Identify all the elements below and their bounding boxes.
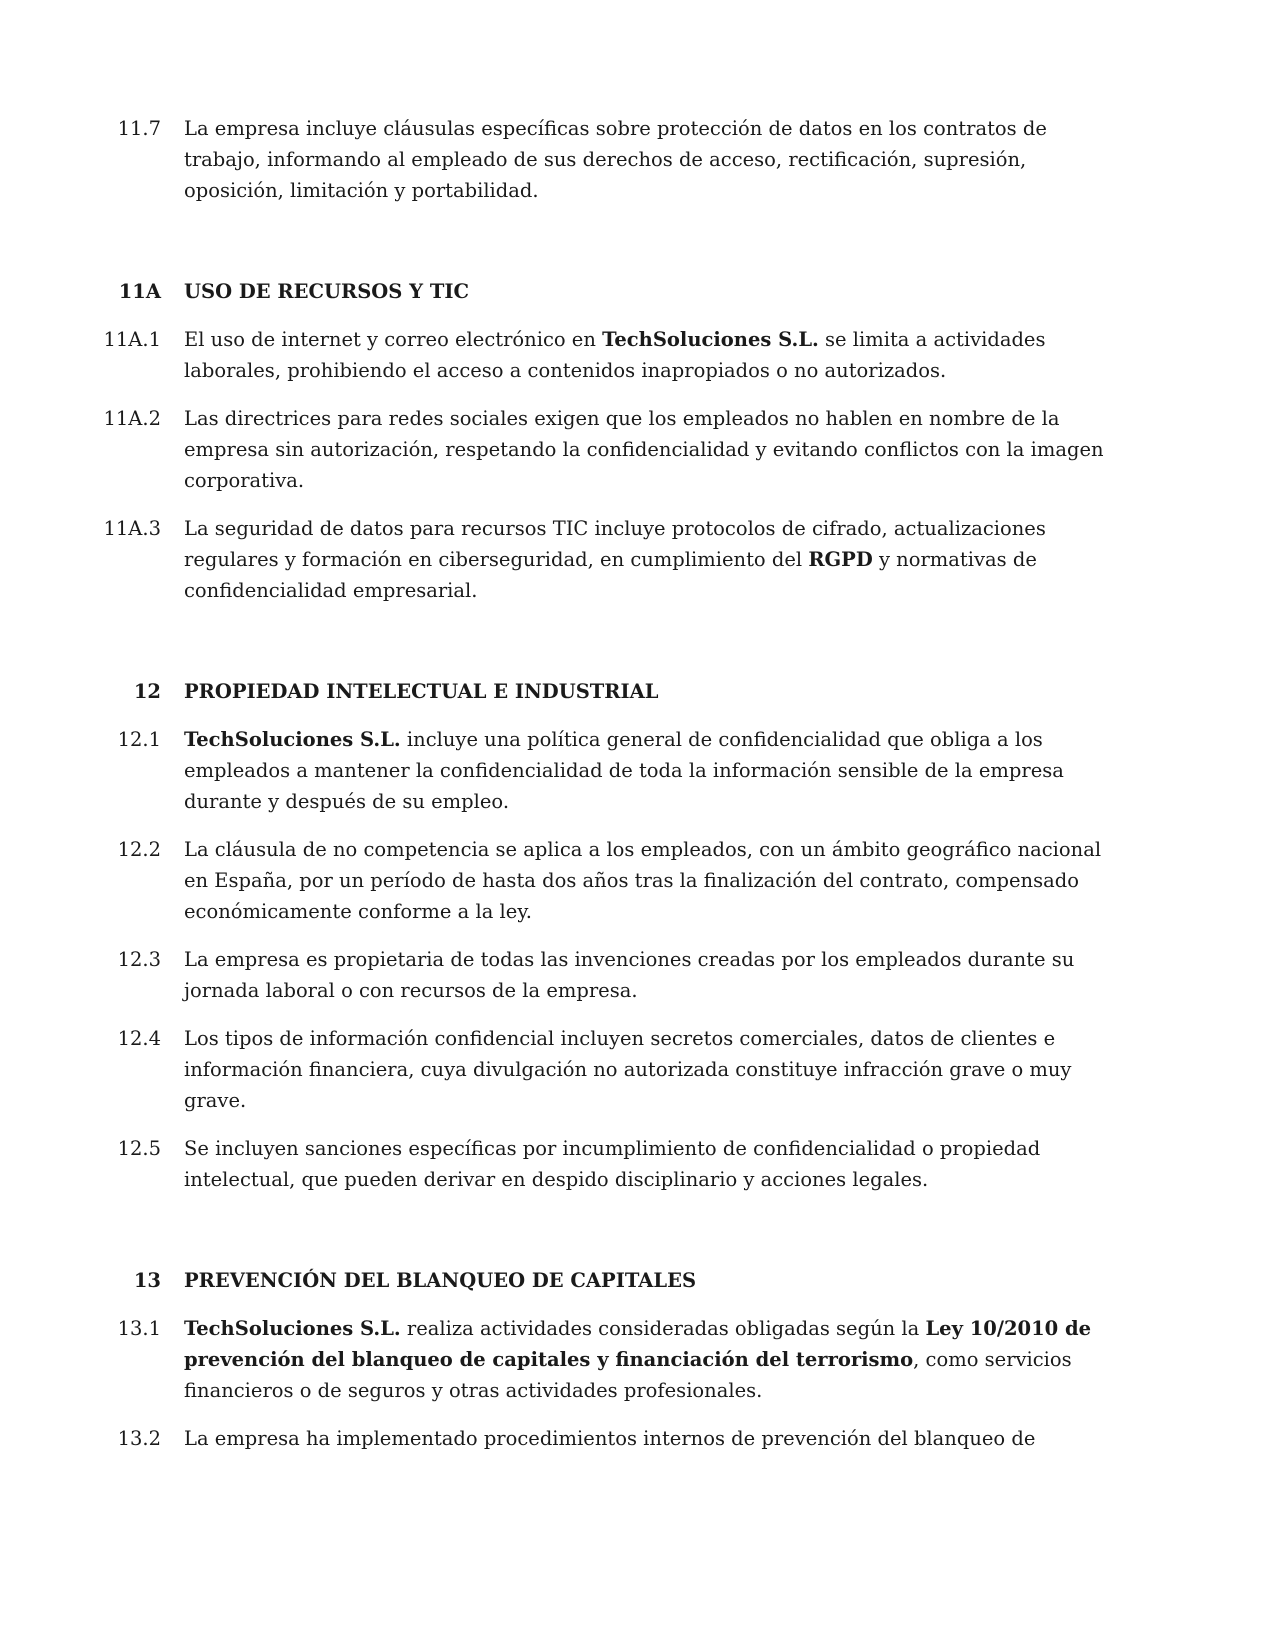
clause-13-1 [0, 1313, 1275, 1406]
clause-11-7 [0, 113, 1275, 206]
clause-text: TechSoluciones S.L. incluye una política general de confidencialidad que obliga a los empleados a mantener la confidencialidad de toda la información sensible de la empresa durante y después de su empleo. [184, 728, 1064, 813]
clause-text: La empresa es propietaria de todas las invenciones creadas por los empleados durante su jornada laboral o con recursos de la empresa. [184, 948, 1075, 1002]
clause-number: 12.4 [117, 1027, 161, 1050]
clause-text: La empresa incluye cláusulas específicas sobre protección de datos en los contratos de trabajo, informando al empleado de sus derechos de acceso, rectificación, supresión, oposición, limitación y portabilidad. [184, 117, 1047, 202]
clause-text: TechSoluciones S.L. realiza actividades consideradas obligadas según la Ley 10/2010 de prevención del blanqueo de capitales y financiación del terrorismo, como servicios financieros o de seguros y otras actividades profesionales. [184, 1317, 1092, 1402]
clause-12-2 [0, 834, 1275, 927]
company-name: TechSoluciones S.L. [184, 728, 401, 751]
section-title: PREVENCIÓN DEL BLANQUEO DE CAPITALES [184, 1269, 697, 1292]
section-heading-12 [0, 676, 1275, 707]
section-number: 13 [133, 1269, 161, 1292]
clause-text: La seguridad de datos para recursos TIC incluye protocolos de cifrado, actualizaciones regulares y formación en ciberseguridad, en cumplimiento del RGPD y normativas de confidencialidad empresarial. [184, 517, 1046, 602]
clause-text: El uso de internet y correo electrónico en TechSoluciones S.L. se limita a actividades laborales, prohibiendo el acceso a contenidos inapropiados o no autorizados. [184, 328, 1046, 382]
section-title: USO DE RECURSOS Y TIC [184, 280, 470, 303]
clause-number: 13.2 [117, 1427, 161, 1450]
clause-11a-2 [0, 403, 1275, 496]
clause-text: La cláusula de no competencia se aplica a los empleados, con un ámbito geográfico nacional en España, por un período de hasta dos años tras la finalización del contrato, compensado económicamente conforme a la ley. [184, 838, 1102, 923]
company-name: TechSoluciones S.L. [602, 328, 819, 351]
clause-text: La empresa ha implementado procedimientos internos de prevención del blanqueo de [184, 1427, 1036, 1450]
clause-number: 11A.2 [103, 407, 161, 430]
clause-text: Las directrices para redes sociales exigen que los empleados no hablen en nombre de la empresa sin autorización, respetando la confidencialidad y evitando conflictos con la imagen corporativa. [184, 407, 1104, 492]
document-page [0, 113, 1275, 1471]
clause-11a-3 [0, 513, 1275, 606]
law-reference: Ley 10/2010 de prevención del blanqueo de capitales y financiación del terrorismo [184, 1317, 1092, 1371]
clause-number: 13.1 [117, 1317, 161, 1340]
clause-number: 11.7 [117, 117, 161, 140]
clause-text: Los tipos de información confidencial incluyen secretos comerciales, datos de clientes e información financiera, cuya divulgación no autorizada constituye infracción grave o muy grave. [184, 1027, 1072, 1112]
clause-number: 11A.1 [103, 328, 161, 351]
clause-12-5 [0, 1133, 1275, 1195]
clause-number: 12.5 [117, 1137, 161, 1160]
rgpd-reference: RGPD [808, 548, 873, 571]
clause-text: Se incluyen sanciones específicas por incumplimiento de confidencialidad o propiedad intelectual, que pueden derivar en despido disciplinario y acciones legales. [184, 1137, 1041, 1191]
clause-13-2 [0, 1423, 1275, 1454]
section-heading-13 [0, 1265, 1275, 1296]
clause-number: 11A.3 [103, 517, 161, 540]
clause-12-1 [0, 724, 1275, 817]
section-title: PROPIEDAD INTELECTUAL E INDUSTRIAL [184, 680, 659, 703]
clause-number: 12.1 [117, 728, 161, 751]
clause-12-4 [0, 1023, 1275, 1116]
company-name: TechSoluciones S.L. [184, 1317, 401, 1340]
section-number: 12 [133, 680, 161, 703]
clause-11a-1 [0, 324, 1275, 386]
section-number: 11A [118, 280, 161, 303]
clause-number: 12.3 [117, 948, 161, 971]
section-heading-11a [0, 276, 1275, 307]
clause-number: 12.2 [117, 838, 161, 861]
clause-12-3 [0, 944, 1275, 1006]
